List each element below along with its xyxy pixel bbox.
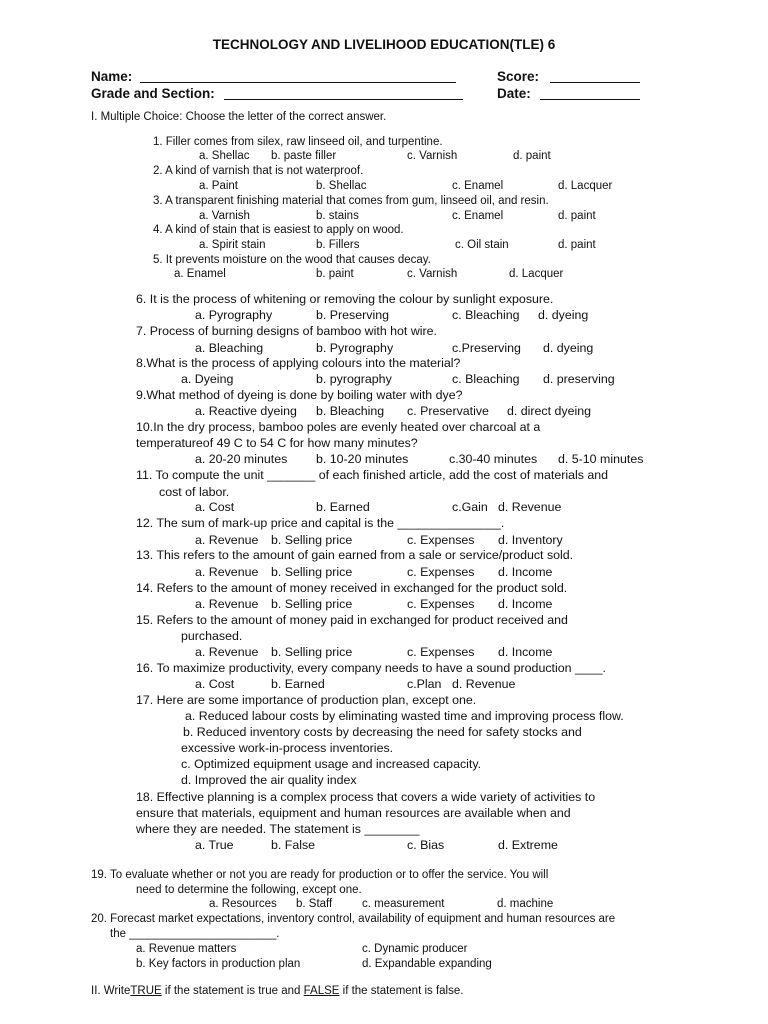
option-a: a. Cost — [195, 677, 235, 691]
option-b: b. Selling price — [271, 565, 353, 579]
option-c: c. Optimized equipment usage and increased capacity. — [181, 757, 482, 771]
score-field[interactable] — [550, 82, 640, 83]
question-stem: 2. A kind of varnish that is not waterproof. — [153, 165, 364, 177]
option-c: c. Bleaching — [452, 372, 520, 386]
question-stem: 20. Forecast market expectations, inventory control, availability of equipment and human resources are — [91, 913, 616, 925]
option-a: a. Cost — [195, 500, 235, 514]
option-c: c. Varnish — [407, 150, 458, 162]
option-d: d. Lacquer — [509, 268, 564, 280]
option-d: d. preserving — [543, 372, 615, 386]
option-a: a. Revenue matters — [136, 943, 237, 955]
grade-section-field[interactable] — [224, 99, 463, 100]
option-a: a. 20-20 minutes — [195, 452, 288, 466]
option-b: b. stains — [316, 210, 359, 222]
question-stem-continued: the _______________________. — [110, 928, 280, 940]
question-stem-continued: where they are needed. The statement is ________ — [136, 822, 420, 836]
option-a: a. Spirit stain — [199, 239, 266, 251]
option-b: b. False — [271, 838, 316, 852]
option-a: a. Revenue — [195, 533, 259, 547]
question-stem: 11. To compute the unit _______ of each finished article, add the cost of materials and — [136, 468, 609, 482]
question-stem-continued: purchased. — [181, 629, 243, 643]
option-b: b. pyrography — [316, 372, 392, 386]
option-d: d. Income — [498, 645, 553, 659]
part2-middle: if the statement is true and — [161, 985, 304, 997]
option-d: d. dyeing — [538, 308, 589, 322]
option-a: a. Enamel — [174, 268, 226, 280]
grade-section-label: Grade and Section: — [91, 86, 215, 101]
option-d: d. Revenue — [498, 500, 562, 514]
option-b: b. Bleaching — [316, 404, 385, 418]
question-stem: 4. A kind of stain that is easiest to apply on wood. — [153, 224, 404, 236]
option-d: d. Expandable expanding — [362, 958, 492, 970]
option-a: a. Revenue — [195, 645, 259, 659]
option-b: b. Key factors in production plan — [136, 958, 301, 970]
option-d: d. Lacquer — [558, 180, 613, 192]
option-b: b. Pyrography — [316, 341, 394, 355]
option-b: b. Earned — [316, 500, 370, 514]
option-d: d. Revenue — [452, 677, 516, 691]
option-c: c.Plan — [407, 677, 442, 691]
option-c: c. Oil stain — [455, 239, 509, 251]
option-b: b. Shellac — [316, 180, 367, 192]
option-b: b. Staff — [296, 898, 333, 910]
option-c: c.Gain — [452, 500, 488, 514]
question-stem-continued: ensure that materials, equipment and human resources are available when and — [136, 806, 571, 820]
option-d: d. Income — [498, 597, 553, 611]
option-a: a. Resources — [209, 898, 277, 910]
question-stem-continued: cost of labor. — [159, 485, 230, 499]
question-stem: 6. It is the process of whitening or removing the colour by sunlight exposure. — [136, 292, 554, 306]
option-c: c. Varnish — [407, 268, 458, 280]
option-a: a. Dyeing — [181, 372, 234, 386]
question-stem: 12. The sum of mark-up price and capital is the _______________. — [136, 516, 505, 530]
question-stem: 16. To maximize productivity, every company needs to have a sound production ____. — [136, 661, 606, 675]
option-c: c. Bias — [407, 838, 445, 852]
option-a: a. Shellac — [199, 150, 250, 162]
option-c: c. Expenses — [407, 565, 475, 579]
question-stem: 19. To evaluate whether or not you are ready for production or to offer the service. You will — [91, 869, 549, 881]
option-d: d. machine — [497, 898, 554, 910]
question-stem: 15. Refers to the amount of money paid in exchanged for product received and — [136, 613, 568, 627]
part1-instruction: I. Multiple Choice: Choose the letter of the correct answer. — [91, 111, 387, 123]
question-stem: 3. A transparent finishing material that comes from gum, linseed oil, and resin. — [153, 195, 549, 207]
option-c: c. Preservative — [407, 404, 489, 418]
option-d: d. Inventory — [498, 533, 563, 547]
question-stem-continued: temperatureof 49 C to 54 C for how many minutes? — [136, 436, 418, 450]
false-word: FALSE — [303, 985, 340, 997]
option-c: c. Enamel — [452, 180, 504, 192]
option-b: b. Fillers — [316, 239, 360, 251]
question-stem: 18. Effective planning is a complex process that covers a wide variety of activities to — [136, 790, 596, 804]
option-d: d. direct dyeing — [507, 404, 592, 418]
question-stem: 17. Here are some importance of production plan, except one. — [136, 693, 477, 707]
question-stem-continued: need to determine the following, except one. — [136, 884, 362, 896]
option-a: a. Bleaching — [195, 341, 264, 355]
question-stem: 13. This refers to the amount of gain earned from a sale or service/product sold. — [136, 548, 574, 562]
part2-instruction — [91, 985, 463, 997]
option-d: d. paint — [558, 210, 596, 222]
date-field[interactable] — [540, 99, 640, 100]
name-label: Name: — [91, 69, 133, 84]
option-d: d. paint — [558, 239, 596, 251]
question-stem: 14. Refers to the amount of money received in exchanged for the product sold. — [136, 581, 568, 595]
option-c: c. Bleaching — [452, 308, 520, 322]
option-b: b. paste filler — [271, 150, 337, 162]
option-b: b. Preserving — [316, 308, 390, 322]
option-c: c. measurement — [362, 898, 445, 910]
question-stem: 9.What method of dyeing is done by boiling water with dye? — [136, 388, 463, 402]
question-stem: 8.What is the process of applying colours into the material? — [136, 356, 461, 370]
option-b: b. 10-20 minutes — [316, 452, 409, 466]
option-a: a. Revenue — [195, 597, 259, 611]
question-stem: 7. Process of burning designs of bamboo with hot wire. — [136, 324, 437, 338]
option-b: b. Earned — [271, 677, 325, 691]
option-c: c. Enamel — [452, 210, 504, 222]
option-d: d. Income — [498, 565, 553, 579]
option-b-continued: excessive work-in-process inventories. — [181, 741, 394, 755]
option-a: a. True — [195, 838, 234, 852]
option-a: a. Reduced labour costs by eliminating wasted time and improving process flow. — [185, 709, 624, 723]
option-a: a. Pyrography — [195, 308, 273, 322]
option-c: c. Expenses — [407, 645, 475, 659]
option-c: c.30-40 minutes — [449, 452, 538, 466]
part2-prefix: II. Write — [91, 985, 131, 997]
option-a: a. Paint — [199, 180, 238, 192]
option-a: a. Reactive dyeing — [195, 404, 297, 418]
option-a: a. Revenue — [195, 565, 259, 579]
option-b: b. Selling price — [271, 533, 353, 547]
option-b: b. Selling price — [271, 645, 353, 659]
option-d: d. Improved the air quality index — [181, 773, 357, 787]
option-d: d. 5-10 minutes — [558, 452, 644, 466]
option-b: b. Reduced inventory costs by decreasing the need for safety stocks and — [183, 725, 582, 739]
true-word: TRUE — [130, 985, 162, 997]
option-b: b. paint — [316, 268, 354, 280]
part2-suffix: if the statement is false. — [339, 985, 464, 997]
option-d: d. dyeing — [543, 341, 594, 355]
question-stem: 10.In the dry process, bamboo poles are evenly heated over charcoal at a — [136, 420, 541, 434]
score-label: Score: — [497, 69, 540, 84]
option-c: c. Expenses — [407, 597, 475, 611]
option-d: d. Extreme — [498, 838, 558, 852]
option-b: b. Selling price — [271, 597, 353, 611]
option-c: c.Preserving — [452, 341, 521, 355]
question-stem: 5. It prevents moisture on the wood that causes decay. — [153, 254, 431, 266]
date-label: Date: — [497, 86, 531, 101]
option-a: a. Varnish — [199, 210, 250, 222]
option-c: c. Expenses — [407, 533, 475, 547]
name-field[interactable] — [140, 82, 456, 83]
option-c: c. Dynamic producer — [362, 943, 468, 955]
question-stem: 1. Filler comes from silex, raw linseed oil, and turpentine. — [153, 136, 443, 148]
option-d: d. paint — [513, 150, 551, 162]
page-title: TECHNOLOGY AND LIVELIHOOD EDUCATION(TLE) 6 — [212, 37, 556, 52]
